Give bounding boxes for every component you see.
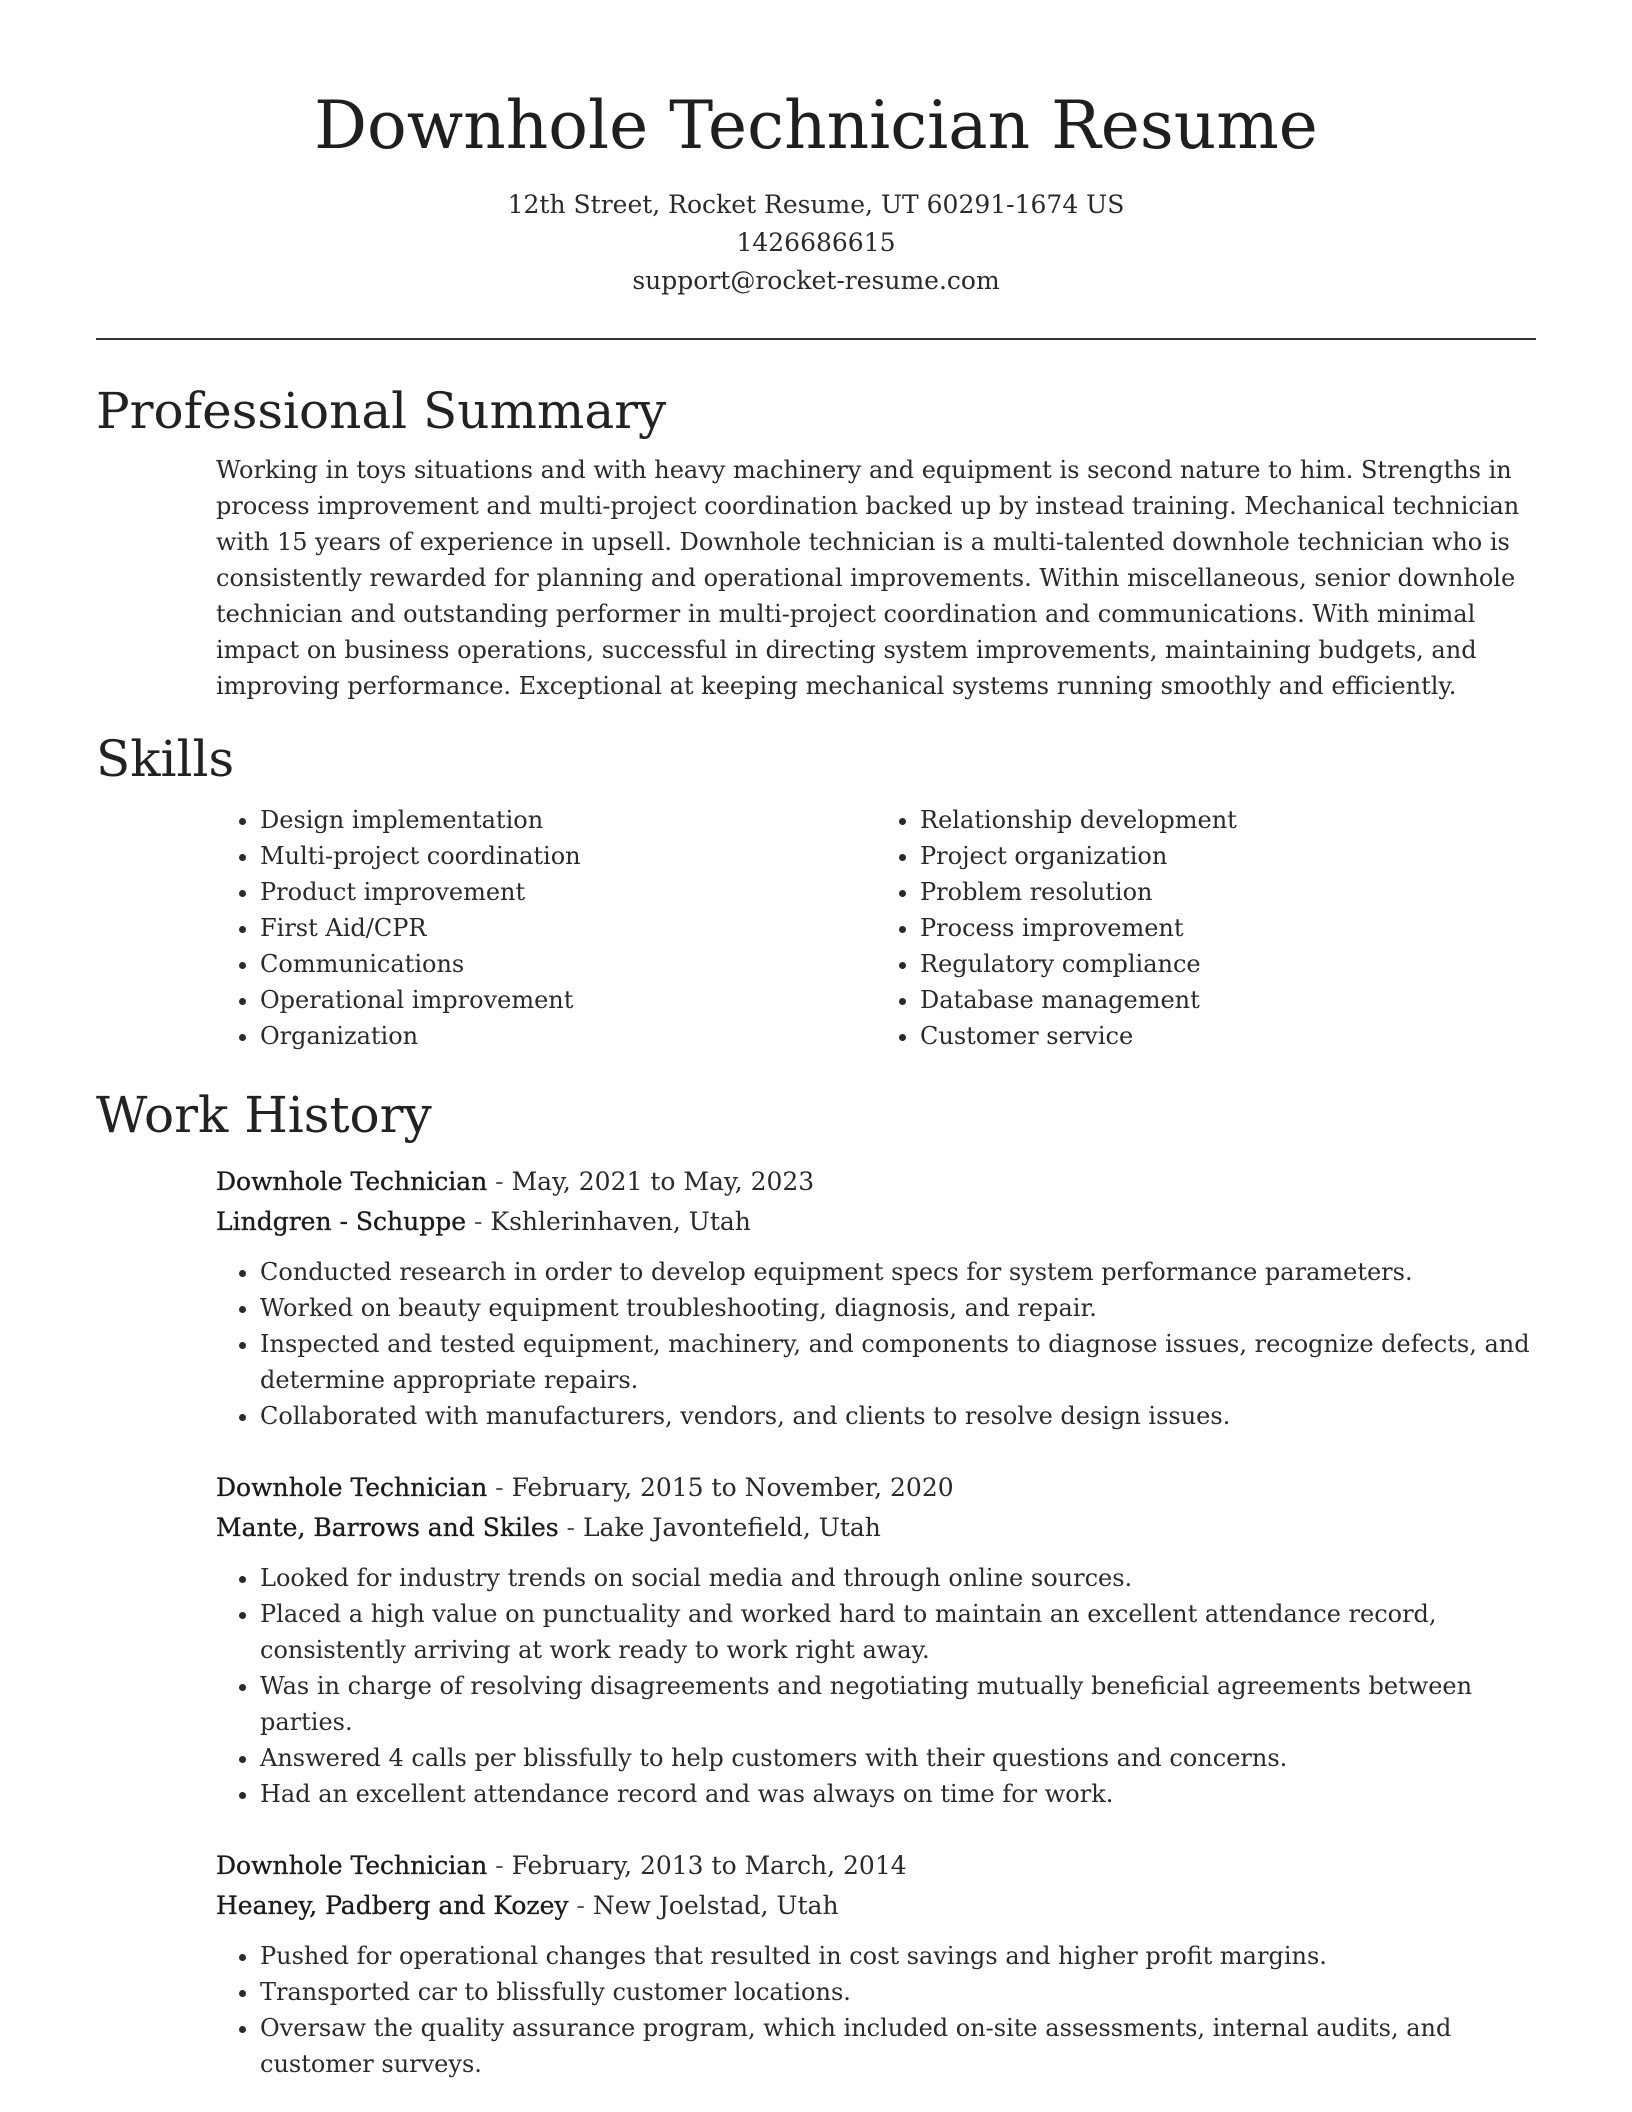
resume-page (96, 0, 1536, 2082)
header-divider (96, 338, 1536, 340)
resume-title: Downhole Technician Resume (314, 87, 1318, 164)
job-duty: • Looked for industry trends on social media and through online sources. (260, 1560, 1536, 1596)
job-separator: - (566, 1513, 575, 1542)
job-company: Lindgren - Schuppe (216, 1207, 467, 1236)
skill-item: • Database management (920, 982, 1536, 1018)
skill-item: • Problem resolution (920, 874, 1536, 910)
skill-item: • Organization (260, 1018, 876, 1054)
work-history-section (96, 1084, 1536, 2082)
job-duty: • Placed a high value on punctuality and worked hard to maintain an excellent attendance record, consistently arriving at work ready to work right away. (260, 1596, 1536, 1668)
job-separator: - (495, 1473, 504, 1502)
job-duty: • Was in charge of resolving disagreements and negotiating mutually beneficial agreements between parties. (260, 1668, 1536, 1740)
job-dates: February, 2013 to March, 2014 (511, 1851, 907, 1880)
job-duty: • Answered 4 calls per blissfully to help customers with their questions and concerns. (260, 1740, 1536, 1776)
skill-item: • Multi-project coordination (260, 838, 876, 874)
job-duty: • Transported car to blissfully customer locations. (260, 1974, 1536, 2010)
job-separator: - (576, 1891, 585, 1920)
job-title-line (216, 1162, 1536, 1202)
job-duty: • Worked on beauty equipment troubleshooting, diagnosis, and repair. (260, 1290, 1536, 1326)
summary-paragraph: Working in toys situations and with heavy machinery and equipment is second nature to him. Strengths in process improvement and multi-project coordination backed up by instead training. Mechanical technician with 15 years of experience in upsell. Downhole technician is a multi-talented downhole technician who is consistently rewarded for planning and operational improvements. Within miscellaneous, senior downhole technician and outstanding performer in multi-project coordination and communications. With minimal impact on business operations, successful in directing system improvements, maintaining budgets, and improving performance. Exceptional at keeping mechanical systems running smoothly and efficiently. (216, 456, 1520, 700)
contact-email: support@rocket-resume.com (632, 266, 1000, 295)
job-location: Lake Javontefield, Utah (582, 1513, 881, 1542)
job-dates: May, 2021 to May, 2023 (511, 1167, 815, 1196)
job-entry (216, 1468, 1536, 1812)
skill-item: • First Aid/CPR (260, 910, 876, 946)
job-duty: • Had an excellent attendance record and was always on time for work. (260, 1776, 1536, 1812)
job-duty: • Inspected and tested equipment, machinery, and components to diagnose issues, recognize defects, and determine appropriate repairs. (260, 1326, 1536, 1398)
skills-columns (216, 802, 1536, 1054)
skill-item: • Operational improvement (260, 982, 876, 1018)
skill-item: • Communications (260, 946, 876, 982)
section-title-professional-summary: Professional Summary (96, 382, 667, 440)
job-role: Downhole Technician (216, 1473, 488, 1502)
skill-item: • Relationship development (920, 802, 1536, 838)
job-entry (216, 1846, 1536, 2082)
job-role: Downhole Technician (216, 1851, 488, 1880)
job-location: Kshlerinhaven, Utah (490, 1207, 751, 1236)
skill-item: • Process improvement (920, 910, 1536, 946)
job-entry (216, 1162, 1536, 1434)
skill-item: • Design implementation (260, 802, 876, 838)
job-separator: - (473, 1207, 483, 1236)
job-company: Heaney, Padberg and Kozey (216, 1891, 569, 1920)
job-separator: - (495, 1851, 504, 1880)
job-dates: February, 2015 to November, 2020 (511, 1473, 954, 1502)
section-title-work-history: Work History (96, 1086, 432, 1144)
job-duties-list (216, 1560, 1536, 1812)
job-title-line (216, 1846, 1536, 1886)
job-company-line (216, 1508, 1536, 1548)
job-role: Downhole Technician (216, 1167, 488, 1196)
contact-address: 12th Street, Rocket Resume, UT 60291-1674 US (507, 190, 1125, 219)
contact-phone: 1426686615 (736, 228, 896, 257)
job-separator: - (495, 1167, 504, 1196)
skills-list-left (216, 802, 876, 1054)
skills-section (96, 728, 1536, 1054)
job-duty: • Pushed for operational changes that resulted in cost savings and higher profit margins. (260, 1938, 1536, 1974)
skill-item: • Project organization (920, 838, 1536, 874)
skill-item: • Regulatory compliance (920, 946, 1536, 982)
job-company-line (216, 1886, 1536, 1926)
resume-header (96, 0, 1536, 300)
skill-item: • Product improvement (260, 874, 876, 910)
job-duties-list (216, 1938, 1536, 2082)
job-location: New Joelstad, Utah (592, 1891, 839, 1920)
skill-item: • Customer service (920, 1018, 1536, 1054)
job-title-line (216, 1468, 1536, 1508)
job-company-line (216, 1202, 1536, 1242)
job-duties-list (216, 1254, 1536, 1434)
section-title-skills: Skills (96, 730, 235, 788)
job-duty: • Collaborated with manufacturers, vendors, and clients to resolve design issues. (260, 1398, 1536, 1434)
job-duty: • Oversaw the quality assurance program, which included on-site assessments, internal audits, and customer surveys. (260, 2010, 1536, 2082)
professional-summary-section (96, 380, 1536, 704)
job-duty: • Conducted research in order to develop equipment specs for system performance parameters. (260, 1254, 1536, 1290)
skills-list-right (876, 802, 1536, 1054)
job-company: Mante, Barrows and Skiles (216, 1513, 559, 1542)
